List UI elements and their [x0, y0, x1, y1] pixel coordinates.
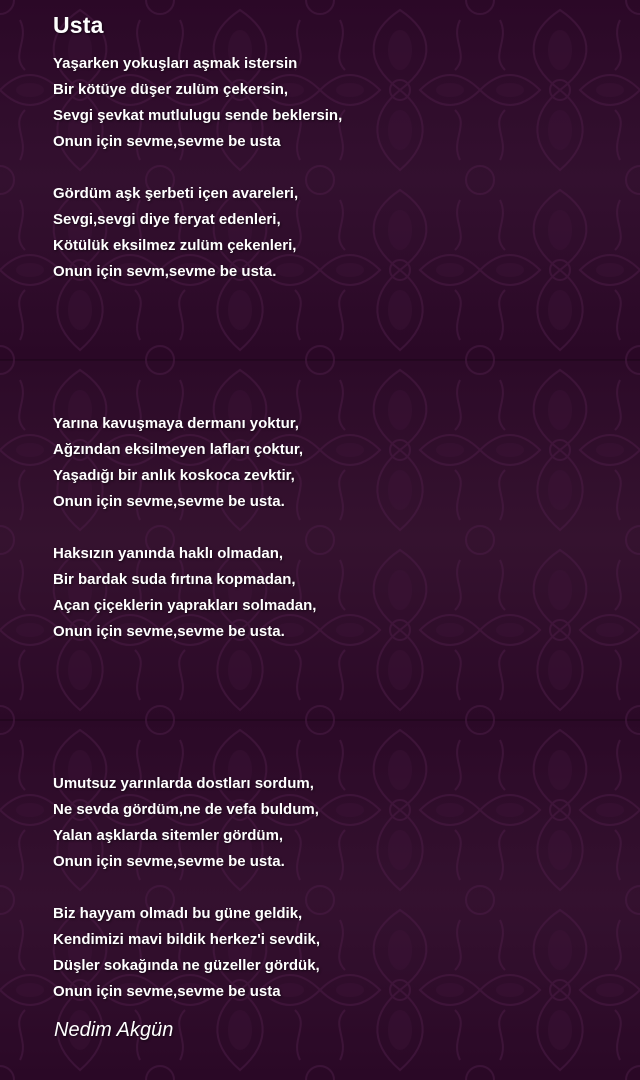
poem-line: Ne sevda gördüm,ne de vefa buldum,	[53, 801, 319, 818]
poem-line: Haksızın yanında haklı olmadan,	[53, 545, 284, 562]
stanza	[53, 771, 319, 875]
poem-line: Açan çiçeklerin yaprakları solmadan,	[53, 597, 317, 614]
poem-line: Bir kötüye düşer zulüm çekersin,	[53, 81, 289, 98]
stanza	[53, 51, 342, 155]
poem-line: Yarına kavuşmaya dermanı yoktur,	[53, 415, 299, 432]
poem-line: Kendimizi mavi bildik herkez'i sevdik,	[53, 931, 320, 948]
stanza	[53, 901, 320, 1005]
poem-line: Umutsuz yarınlarda dostları sordum,	[53, 775, 314, 792]
poem-line: Onun için sevm,sevme be usta.	[53, 263, 277, 280]
poem-line: Sevgi şevkat mutlulugu sende beklersin,	[53, 107, 343, 124]
poem-line: Ağzından eksilmeyen lafları çoktur,	[53, 441, 304, 458]
poem-line: Gördüm aşk şerbeti içen avareleri,	[53, 185, 299, 202]
poem-line: Sevgi,sevgi diye feryat edenleri,	[53, 211, 281, 228]
stanza	[53, 181, 298, 285]
poem-line: Onun için sevme,sevme be usta	[53, 983, 281, 1000]
poem-line: Onun için sevme,sevme be usta.	[53, 853, 285, 870]
poem-line: Düşler sokağında ne güzeller gördük,	[53, 957, 320, 974]
poem-line: Biz hayyam olmadı bu güne geldik,	[53, 905, 303, 922]
poem-line: Yaşarken yokuşları aşmak istersin	[53, 55, 298, 72]
poem-author: Nedim Akgün	[54, 1019, 174, 1041]
poem-line: Onun için sevme,sevme be usta.	[53, 623, 285, 640]
poem-line: Onun için sevme,sevme be usta	[53, 133, 281, 150]
poem-title: Usta	[53, 12, 104, 38]
stanza	[53, 411, 303, 515]
poem-line: Bir bardak suda fırtına kopmadan,	[53, 571, 296, 588]
poem-line: Yaşadığı bir anlık koskoca zevktir,	[53, 467, 295, 484]
poem-line: Kötülük eksilmez zulüm çekenleri,	[53, 237, 297, 254]
poem-line: Yalan aşklarda sitemler gördüm,	[53, 827, 284, 844]
poem-line: Onun için sevme,sevme be usta.	[53, 493, 285, 510]
stanza	[53, 541, 316, 645]
